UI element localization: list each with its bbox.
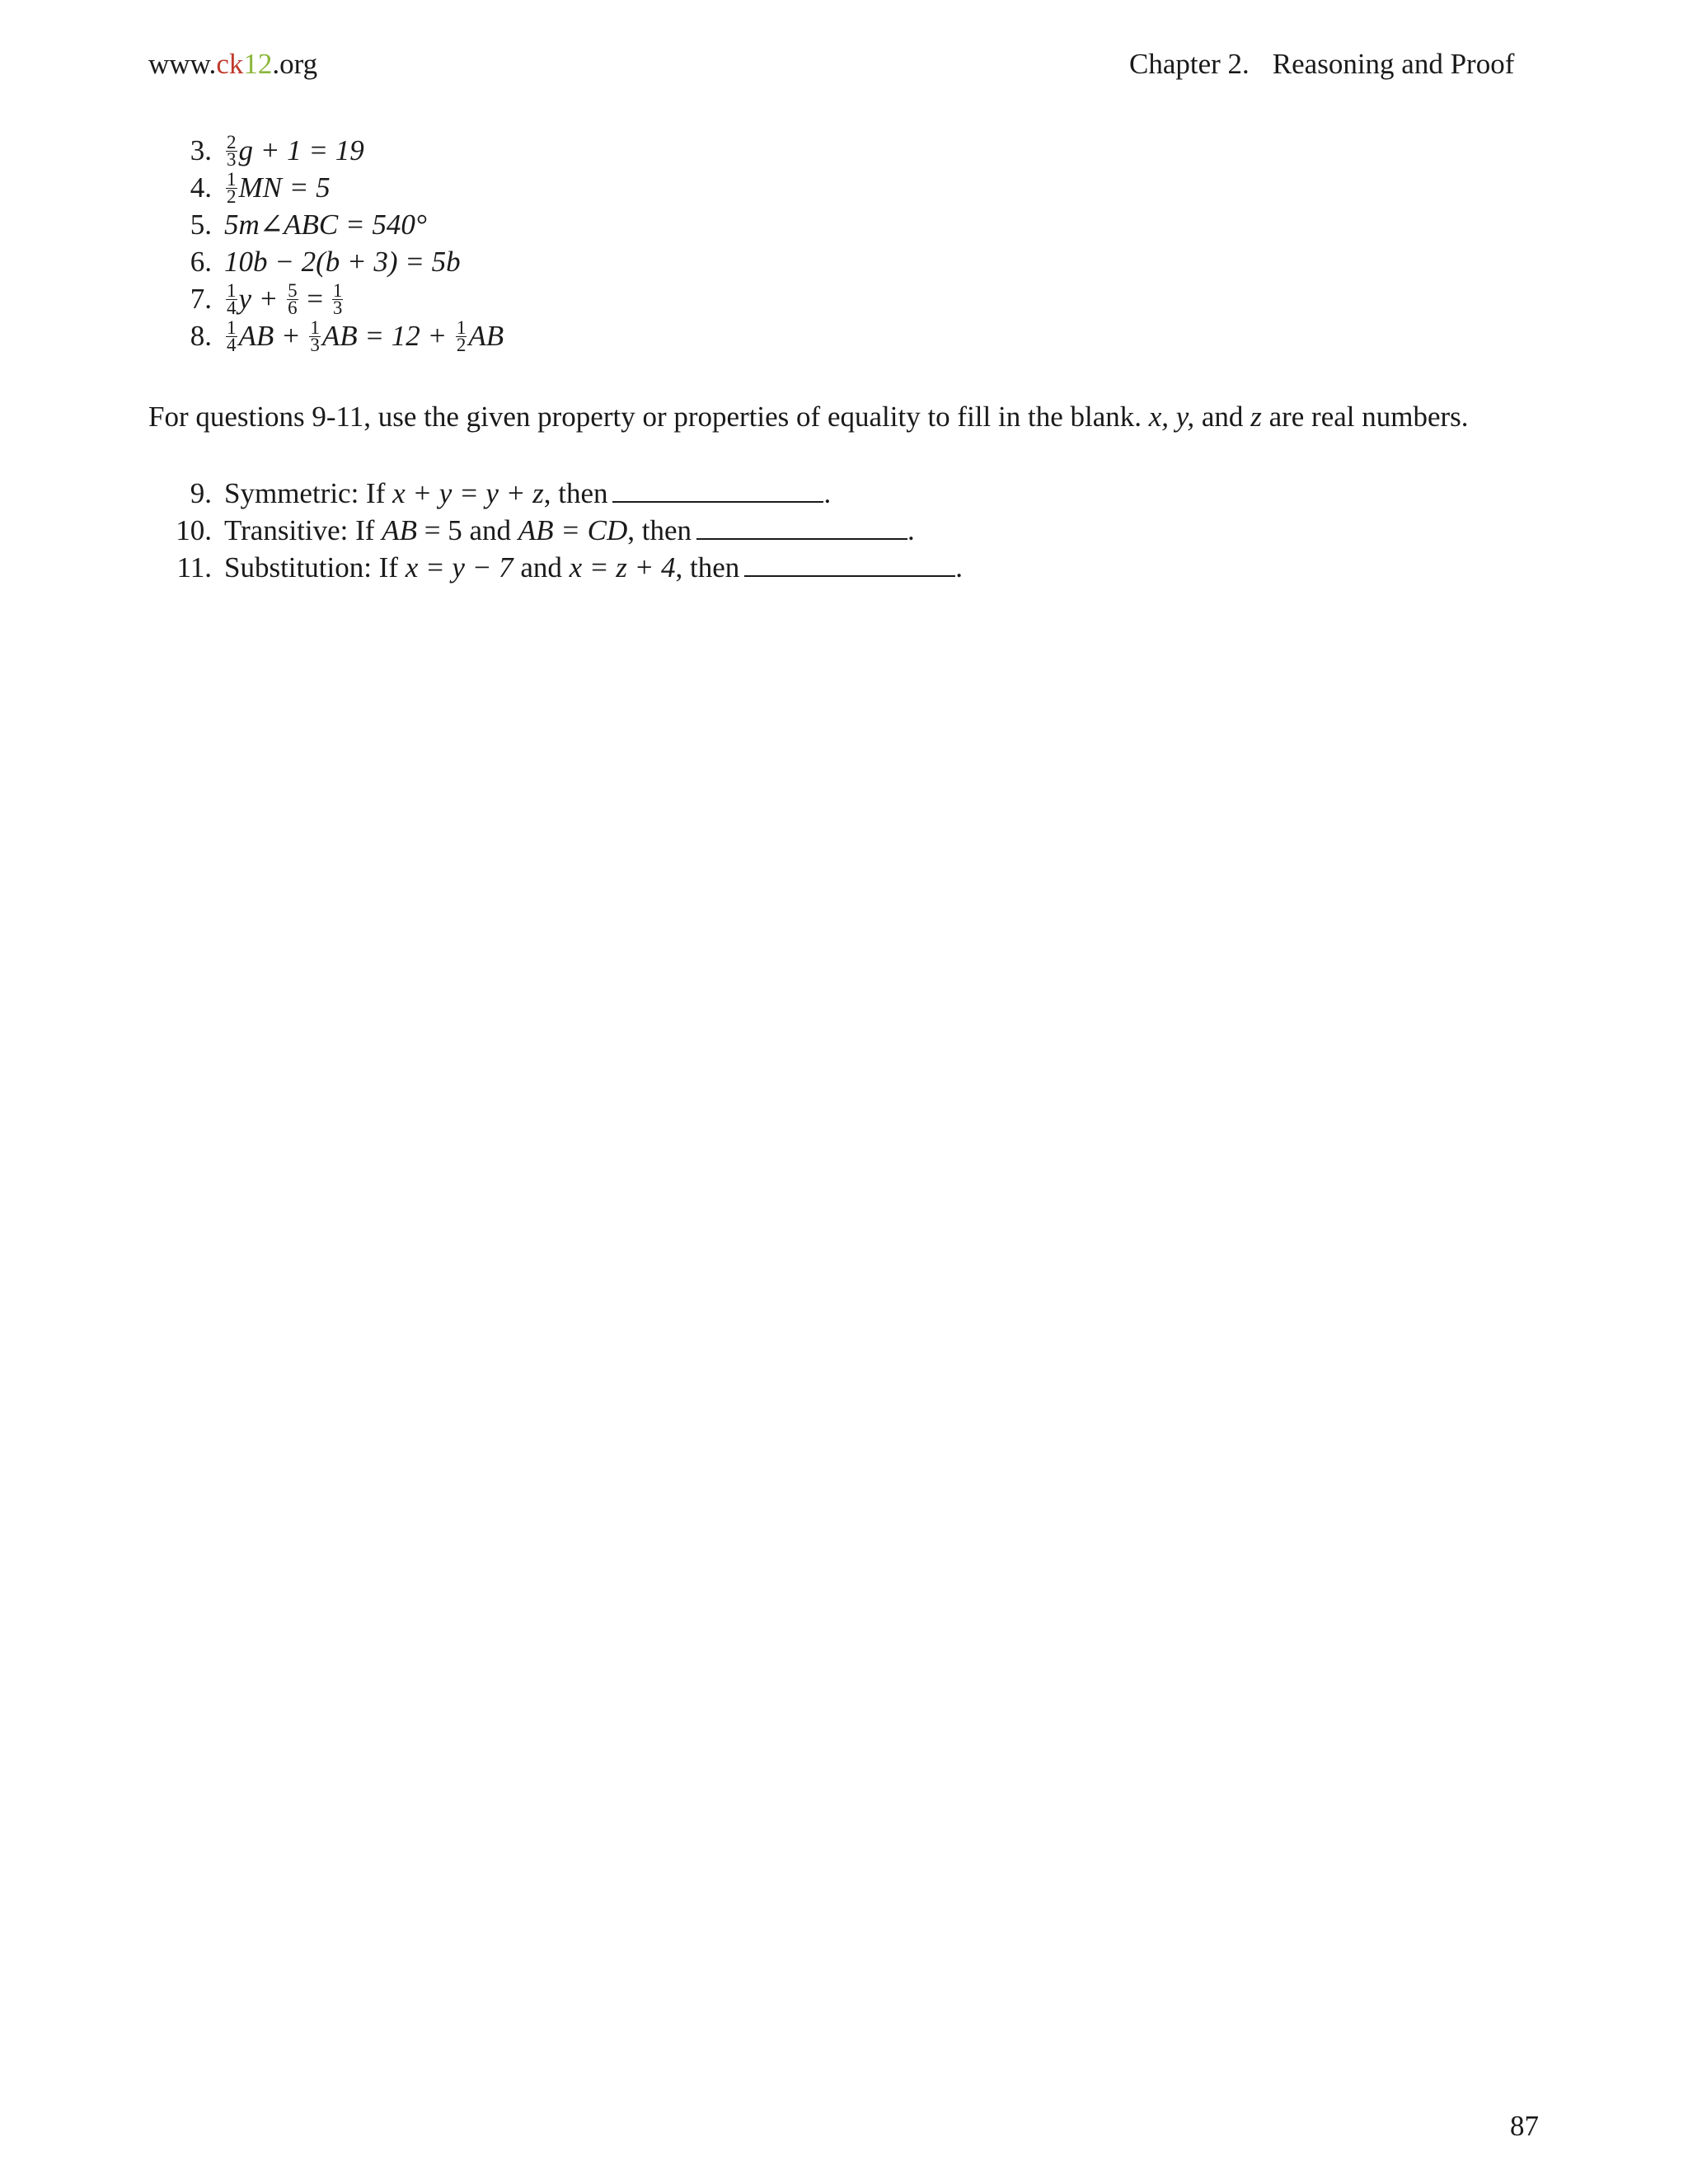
- site-suffix: .org: [272, 48, 318, 80]
- fraction: $\frac{1}{3}$: [332, 280, 343, 319]
- fill-in-item: [148, 549, 1550, 586]
- problem-number: 6.: [190, 246, 212, 278]
- problem-number: 9.: [190, 477, 212, 509]
- site-12: 12: [243, 48, 273, 80]
- instruction-lead: For questions 9-11, use the given property or properties of equality to fill in the blank.: [148, 401, 1142, 433]
- site-prefix: www.: [148, 48, 217, 80]
- fraction: $\frac{1}{2}$: [227, 169, 237, 208]
- problem-number: 10.: [176, 514, 212, 546]
- problem-number: 4.: [190, 171, 212, 204]
- problem-equation: $\frac{1}{4}$ y + $\frac{5}{6}$ = $\frac{1}{3}$: [227, 280, 343, 319]
- problem-item: [148, 317, 1550, 354]
- problem-item: [148, 206, 1550, 243]
- chapter-heading: [1129, 46, 1514, 82]
- answer-blank[interactable]: [696, 513, 907, 540]
- problem-item: [148, 280, 1550, 317]
- answer-blank[interactable]: [612, 476, 823, 503]
- problem-statement: Substitution: If x = y − 7 and x = z + 4, then .: [224, 551, 964, 583]
- fill-in-item: [148, 512, 1550, 549]
- fraction: $\frac{1}{3}$: [310, 317, 320, 356]
- equation-problem-list: [148, 132, 1550, 354]
- instruction-paragraph: For questions 9-11, use the given property or properties of equality to fill in the blank. x, y, and z are real numbers.: [148, 401, 1469, 433]
- problem-number: 5.: [190, 209, 212, 241]
- problem-equation: $\frac{1}{2}$ MN = 5: [227, 169, 331, 208]
- problem-number: 3.: [190, 134, 212, 166]
- fraction: $\frac{5}{6}$: [288, 280, 298, 319]
- fraction: $\frac{1}{2}$: [456, 317, 467, 356]
- fill-in-item: [148, 475, 1550, 512]
- site-ck: ck: [216, 48, 244, 80]
- problem-number: 8.: [190, 320, 212, 352]
- problem-item: [148, 169, 1550, 206]
- problem-equation: 10b − 2(b + 3) = 5b: [224, 246, 461, 278]
- chapter-title: Reasoning and Proof: [1272, 48, 1515, 80]
- fraction: $\frac{1}{4}$: [227, 317, 237, 356]
- problem-equation: 5m∠ABC = 540°: [224, 209, 427, 241]
- site-url: [148, 46, 317, 82]
- problem-equation: $\frac{2}{3}$ g + 1 = 19: [227, 132, 364, 171]
- page-number: 87: [1510, 2110, 1539, 2142]
- answer-blank[interactable]: [744, 551, 955, 577]
- problem-statement: Transitive: If AB = 5 and AB = CD, then .: [224, 514, 915, 546]
- chapter-number: Chapter 2.: [1129, 48, 1250, 80]
- problem-item: [148, 132, 1550, 169]
- problem-number: 7.: [190, 283, 212, 315]
- problem-item: [148, 243, 1550, 280]
- problem-statement: Symmetric: If x + y = y + z, then .: [224, 477, 832, 509]
- instruction-vars: x, y,: [1148, 401, 1195, 433]
- fill-in-problem-list: [148, 475, 1550, 586]
- fraction: $\frac{1}{4}$: [227, 280, 237, 319]
- fraction: $\frac{2}{3}$: [227, 132, 237, 171]
- problem-equation: $\frac{1}{4}$ AB + $\frac{1}{3}$ AB = 12 + $\frac{1}{2}$ AB: [227, 317, 504, 356]
- problem-number: 11.: [176, 551, 212, 583]
